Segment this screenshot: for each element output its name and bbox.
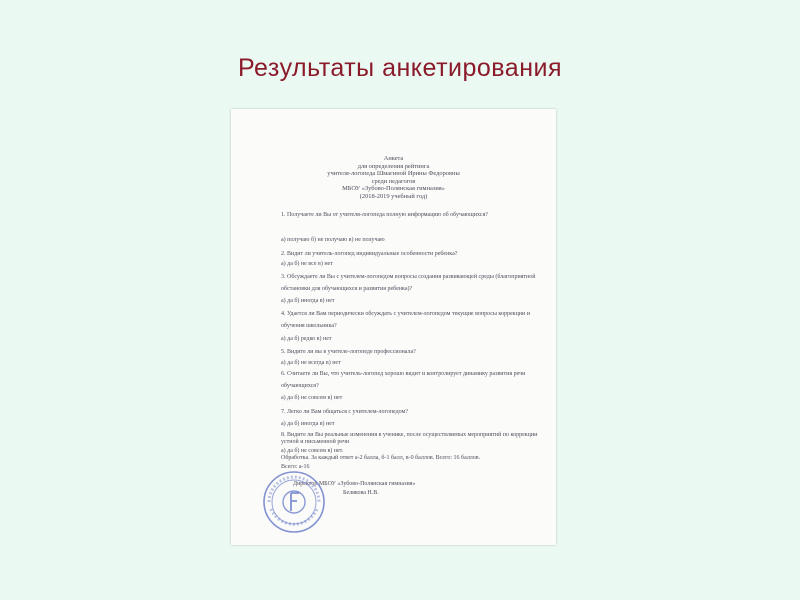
question-6: 6. Считаете ли Вы, что учитель-логопед хорошо видит и контролирует динамику развития речи обучающихся? xyxy=(281,371,526,389)
header-line: Анкета xyxy=(383,155,404,162)
question-8: 8. Видите ли Вы реальные изменения в ученике, после осуществляемых мероприятий по коррекции устной и письменной речи xyxy=(281,432,538,445)
questionnaire-header xyxy=(231,155,556,201)
answers-3: а) да б) иногда в) нет xyxy=(281,298,335,304)
scoring-text: Обработка. За каждый ответ а-2 балла, б-1 балл, в-0 баллов. Всего: 16 баллов. xyxy=(281,455,481,461)
question-7: 7. Легко ли Вам общаться с учителем-логопедом? xyxy=(281,409,409,415)
signature-name: Белякова Н.В. xyxy=(343,490,379,496)
question-2: 2. Видит ли учитель-логопед индивидуальные особенности ребенка? xyxy=(281,251,458,257)
question-1: 1. Получаете ли Вы от учителя-логопеда полную информацию об обучающихся? xyxy=(281,212,488,218)
question-5: 5. Видите ли вы в учителе-логопеде профессионала? xyxy=(281,349,416,355)
total-text: Всего: а-16 xyxy=(281,464,310,470)
header-line: МБОУ «Зубово-Полянская гимназия» xyxy=(342,185,445,193)
question-4: 4. Удается ли Вам периодически обсуждать с учителем-логопедом текущие вопросы коррекции и обучения школьника? xyxy=(281,311,530,329)
answers-2: а) да б) не все в) нет xyxy=(281,261,333,267)
header-line: среди педагогов xyxy=(371,177,416,185)
scanned-questionnaire xyxy=(231,109,556,545)
header-line: учителя-логопеда Шмагиной Ирины Федоровны xyxy=(327,170,460,178)
header-line: для определения рейтинга xyxy=(357,162,430,170)
round-seal-stamp xyxy=(261,469,327,535)
answers-1: а) получаю б) не получаю в) не получаю xyxy=(281,237,385,243)
answers-6: а) да б) не совсем в) нет xyxy=(281,395,343,401)
header-line: (2018-2019 учебный год) xyxy=(359,192,428,200)
answers-5: а) да б) не всегда в) нет xyxy=(281,360,341,366)
answers-4: а) да б) редко в) нет xyxy=(281,336,332,342)
question-3: 3. Обсуждаете ли Вы с учителем-логопедом вопросы создания развивающей среды (благоприятной обстановки для обучающихся и развития ребенка)? xyxy=(281,274,536,292)
answers-8: а) да б) не совсем в) нет. xyxy=(281,448,344,454)
slide-title: Результаты анкетирования xyxy=(237,54,563,82)
signature-org: Директор МБОУ «Зубово-Полянская гимназия» xyxy=(293,481,416,487)
answers-7: а) да б) иногда в) нет xyxy=(281,421,335,427)
